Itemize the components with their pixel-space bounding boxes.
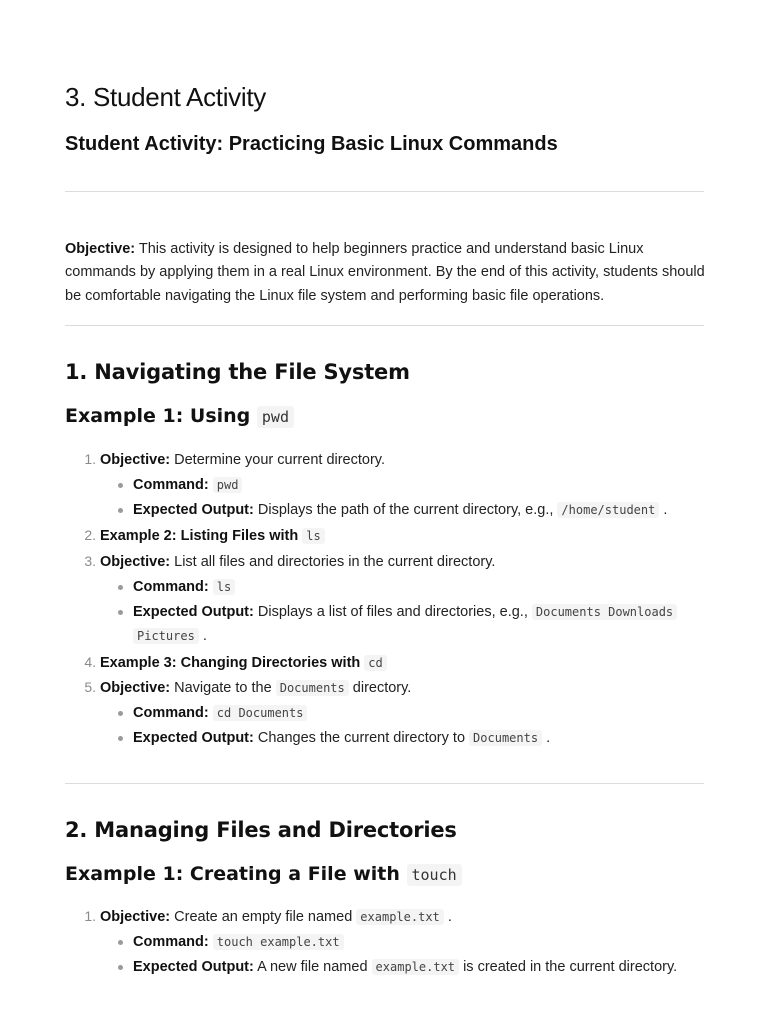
- bullet-dot: [118, 965, 123, 970]
- inline-code: touch example.txt: [213, 934, 344, 950]
- list-item: Objective: Create an empty file named example.txt .: [100, 909, 452, 925]
- list-item: Example 3: Changing Directories with cd: [100, 654, 387, 672]
- bullet-dot: [118, 940, 123, 945]
- inline-code: cd Documents: [213, 705, 308, 721]
- example-heading-touch: Example 1: Creating a File with touch: [65, 863, 462, 885]
- list-number: 1.: [84, 908, 96, 924]
- list-item: Command: cd Documents: [133, 704, 307, 722]
- bullet-dot: [118, 711, 123, 716]
- objective-paragraph: [65, 238, 705, 309]
- list-number: 2.: [84, 527, 96, 543]
- list-item: Expected Output: Displays the path of the current directory, e.g., /home/student .: [133, 502, 668, 518]
- inline-code: Documents: [469, 730, 542, 746]
- inline-code: ls: [213, 579, 235, 595]
- divider: [65, 325, 704, 326]
- list-item: Expected Output: Changes the current directory to Documents .: [133, 730, 551, 746]
- inline-code: Pictures: [133, 628, 199, 644]
- bullet-dot: [118, 508, 123, 513]
- inline-code: pwd: [213, 477, 243, 493]
- list-item: Objective: Navigate to the Documents directory.: [100, 680, 412, 696]
- bullet-dot: [118, 610, 123, 615]
- inline-code: cd: [364, 655, 386, 671]
- bullet-dot: [118, 585, 123, 590]
- inline-code: touch: [407, 864, 462, 886]
- list-item: Expected Output: A new file named example.txt is created in the current directory.: [133, 959, 678, 975]
- inline-code: ls: [302, 528, 324, 544]
- bullet-dot: [118, 483, 123, 488]
- section-heading-managing: 2. Managing Files and Directories: [65, 818, 457, 842]
- inline-code: /home/student: [557, 502, 659, 518]
- bullet-dot: [118, 736, 123, 741]
- objective-label: Objective:: [65, 240, 136, 257]
- list-number: 1.: [84, 451, 96, 467]
- list-item: Command: ls: [133, 578, 235, 596]
- page-subtitle: Student Activity: Practicing Basic Linux Commands: [65, 133, 558, 155]
- list-item: Command: touch example.txt: [133, 933, 344, 951]
- inline-code: example.txt: [372, 959, 459, 975]
- list-number: 4.: [84, 654, 96, 670]
- list-item: Expected Output: Displays a list of files and directories, e.g., Documents Downloads: [133, 603, 677, 621]
- list-number: 5.: [84, 679, 96, 695]
- list-item: Command: pwd: [133, 476, 242, 494]
- list-number: 3.: [84, 553, 96, 569]
- page-title: 3. Student Activity: [65, 82, 266, 112]
- list-item: Objective: Determine your current directory.: [100, 452, 385, 468]
- section-heading-navigating: 1. Navigating the File System: [65, 360, 410, 384]
- inline-code: Documents: [276, 680, 349, 696]
- list-item: Objective: List all files and directories in the current directory.: [100, 554, 496, 570]
- example-heading-pwd: Example 1: Using pwd: [65, 405, 294, 427]
- list-item: Example 2: Listing Files with ls: [100, 527, 325, 545]
- inline-code: example.txt: [356, 909, 443, 925]
- list-item-continuation: Pictures .: [133, 627, 207, 645]
- inline-code: pwd: [257, 406, 294, 428]
- divider: [65, 783, 704, 784]
- objective-text: This activity is designed to help beginners practice and understand basic Linux commands by applying them in a real Linux environment. By the end of this activity, students should be comfortable navigating the Linux file system and performing basic file operations.: [65, 240, 705, 304]
- inline-code: Documents Downloads: [532, 604, 677, 620]
- divider: [65, 191, 704, 192]
